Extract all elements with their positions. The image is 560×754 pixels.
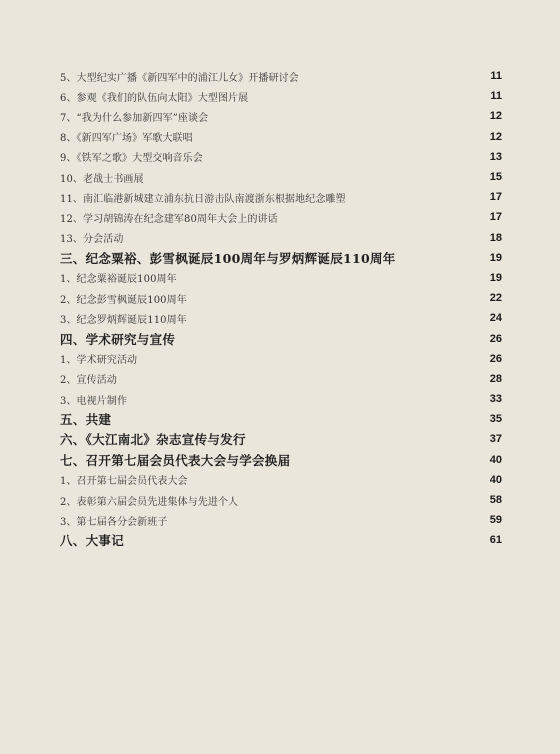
toc-page-number: 13 (489, 150, 502, 163)
toc-entry-title: 七、召开第七届会员代表大会与学会换届 (60, 452, 291, 468)
toc-page-number: 28 (489, 372, 502, 385)
toc-entry[interactable] (60, 389, 502, 409)
toc-entry-title: 3、第七届各分会新班子 (60, 516, 168, 528)
toc-entry-title: 三、纪念粟裕、彭雪枫诞辰100周年与罗炳辉诞辰110周年 (60, 250, 396, 266)
toc-section-heading[interactable] (60, 409, 502, 429)
toc-page-number: 37 (489, 433, 502, 446)
toc-entry-title: 1、召开第七届会员代表大会 (60, 476, 188, 488)
toc-entry[interactable] (60, 106, 502, 126)
toc-entry[interactable] (60, 228, 502, 248)
toc-page-number: 24 (489, 312, 502, 325)
toc-page-number: 26 (489, 332, 502, 345)
toc-page-number: 17 (489, 191, 502, 204)
toc-entry-title: 四、学术研究与宣传 (60, 331, 176, 347)
table-of-contents (60, 66, 502, 551)
toc-entry-title: 2、表彰第六届会员先进集体与先进个人 (60, 496, 239, 508)
toc-page-number: 22 (489, 292, 502, 305)
toc-entry[interactable] (60, 268, 502, 288)
toc-entry[interactable] (60, 369, 502, 389)
toc-entry-title: 13、分会活动 (60, 234, 124, 246)
toc-entry-title: 八、大事记 (60, 533, 125, 549)
toc-page-number: 40 (489, 453, 502, 466)
toc-entry-title: 1、纪念粟裕诞辰100周年 (60, 274, 177, 286)
toc-page-number: 61 (489, 534, 502, 547)
toc-entry[interactable] (60, 207, 502, 227)
toc-entry[interactable] (60, 510, 502, 530)
toc-page-number: 26 (489, 352, 502, 365)
toc-entry-title: 7、“我为什么参加新四军”座谈会 (60, 112, 209, 124)
toc-entry[interactable] (60, 86, 502, 106)
toc-entry[interactable] (60, 167, 502, 187)
toc-page-number: 17 (489, 211, 502, 224)
toc-page-number: 11 (490, 70, 502, 83)
toc-section-heading[interactable] (60, 450, 502, 470)
toc-entry-title: 六、《大江南北》杂志宣传与发行 (60, 432, 246, 448)
toc-section-heading[interactable] (60, 429, 502, 449)
toc-page-number: 18 (489, 231, 502, 244)
toc-section-heading[interactable] (60, 328, 502, 348)
toc-page-number: 12 (489, 110, 502, 123)
toc-page-number: 35 (489, 413, 502, 426)
toc-page-number: 33 (489, 393, 502, 406)
toc-entry[interactable] (60, 66, 502, 86)
toc-section-heading[interactable] (60, 248, 502, 268)
toc-entry-title: 12、学习胡锦涛在纪念建军80周年大会上的讲话 (60, 213, 278, 225)
toc-entry-title: 3、纪念罗炳辉诞辰110周年 (60, 314, 187, 326)
toc-page-number: 12 (489, 130, 502, 143)
toc-entry[interactable] (60, 308, 502, 328)
toc-entry[interactable] (60, 187, 502, 207)
toc-page-number: 58 (489, 494, 502, 507)
toc-page-number: 19 (489, 251, 502, 264)
toc-page-number: 40 (489, 473, 502, 486)
toc-page-number: 19 (489, 271, 502, 284)
toc-entry-title: 9、《铁军之歌》大型交响音乐会 (60, 153, 203, 165)
toc-entry-title: 10、老战士书画展 (60, 173, 144, 185)
toc-entry[interactable] (60, 288, 502, 308)
toc-entry-title: 五、共建 (60, 412, 112, 428)
toc-page-number: 11 (490, 90, 502, 103)
toc-entry-title: 2、纪念彭雪枫诞辰100周年 (60, 294, 187, 306)
toc-entry-title: 6、参观《我们的队伍向太阳》大型图片展 (60, 92, 249, 104)
toc-entry-title: 11、南汇临港新城建立浦东抗日游击队南渡浙东根据地纪念雕塑 (60, 193, 346, 205)
toc-page-number: 15 (489, 171, 502, 184)
toc-entry-title: 1、学术研究活动 (60, 355, 138, 367)
toc-entry-title: 2、宣传活动 (60, 375, 117, 387)
toc-entry[interactable] (60, 490, 502, 510)
toc-entry[interactable] (60, 147, 502, 167)
toc-entry-title: 8、《新四军广场》军歌大联唱 (60, 133, 193, 145)
toc-entry-title: 3、电视片制作 (60, 395, 128, 407)
toc-entry-title: 5、大型纪实广播《新四军中的浦江儿女》开播研讨会 (60, 72, 299, 84)
toc-entry[interactable] (60, 127, 502, 147)
toc-page-number: 59 (489, 514, 502, 527)
toc-entry[interactable] (60, 349, 502, 369)
toc-entry[interactable] (60, 470, 502, 490)
toc-section-heading[interactable] (60, 530, 502, 550)
